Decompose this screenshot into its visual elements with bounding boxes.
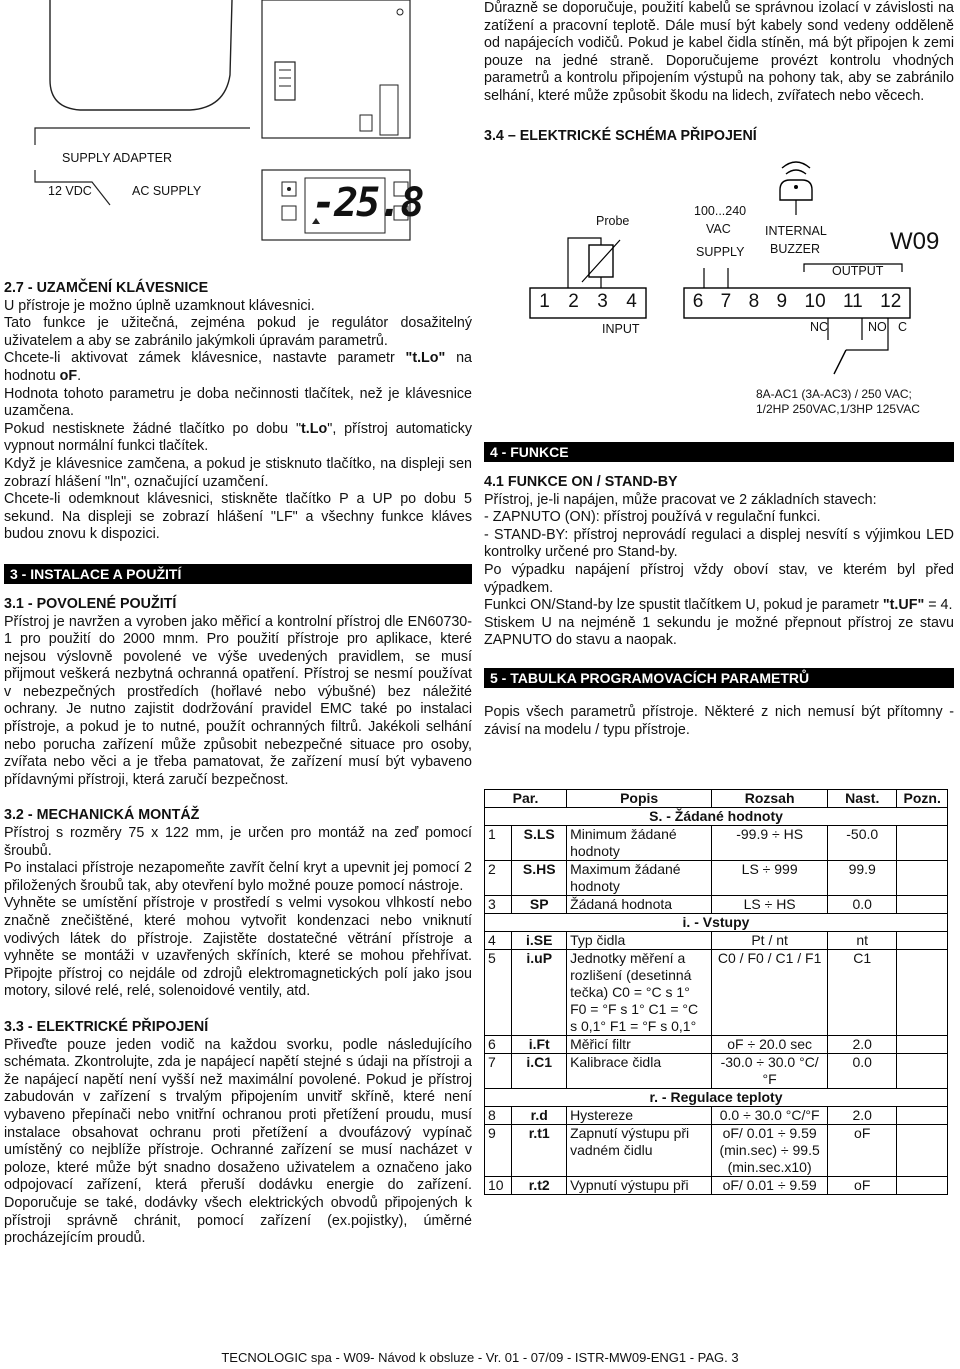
- buzzer-label: BUZZER: [770, 242, 820, 256]
- param-range: C0 / F0 / C1 / F1: [712, 950, 828, 1036]
- param-number: 1: [485, 826, 512, 861]
- sec-2-7-title: 2.7 - UZAMČENÍ KLÁVESNICE: [4, 280, 209, 296]
- param-range: LS ÷ 999: [712, 861, 828, 896]
- table-header-row: [485, 790, 948, 808]
- param-number: 3: [485, 896, 512, 914]
- sec-2-7-p5: Pokud nestisknete žádné tlačítko po dobu "t.Lo", přístroj automaticky vypnout normální funkci tlačítek.: [4, 420, 472, 455]
- param-default: nt: [828, 932, 897, 950]
- param-note: [897, 1054, 948, 1089]
- terminal-9: 9: [776, 291, 788, 312]
- sec-3-2-title: 3.2 - MECHANICKÁ MONTÁŽ: [4, 807, 200, 824]
- sec-4-1-p6: Stiskem U na nejméně 1 sekundu je možné přepnout přístroj ze stavu ZAPNUTO do stavu a naopak.: [484, 614, 954, 649]
- param-note: [897, 1036, 948, 1054]
- param-code: S.HS: [512, 861, 567, 896]
- terminal-10: 10: [804, 291, 826, 312]
- table-row: [485, 1036, 948, 1054]
- param-description: Zapnutí výstupu při vadném čidlu: [567, 1125, 712, 1177]
- sec-2-7-p3: Chcete-li aktivovat zámek klávesnice, nastavte parametr "t.Lo" na hodnotu oF.: [4, 350, 472, 384]
- th-nast: Nast.: [828, 790, 897, 808]
- internal-label: INTERNAL: [765, 224, 827, 238]
- right-column-bottom: [484, 442, 954, 739]
- sec-2-7-p1: U přístroje je možno úplně uzamknout klávesnici.: [4, 297, 315, 314]
- param-code: i.SE: [512, 932, 567, 950]
- table-row: [485, 826, 948, 861]
- sec-5-intro: Popis všech parametrů přístroje. Některé z nich nemusí být přítomny - závisí na modelu / typu přístroje.: [484, 703, 954, 738]
- param-description: Žádaná hodnota: [567, 896, 712, 914]
- param-range: LS ÷ HS: [712, 896, 828, 914]
- param-note: [897, 861, 948, 896]
- supply-label: SUPPLY: [696, 245, 745, 259]
- param-number: 5: [485, 950, 512, 1036]
- param-default: 0.0: [828, 896, 897, 914]
- c-label: C: [898, 320, 908, 334]
- param-default: -50.0: [828, 826, 897, 861]
- param-description: Minimum žádané hodnoty: [567, 826, 712, 861]
- table-row: [485, 950, 948, 1036]
- param-default: oF: [828, 1125, 897, 1177]
- page-footer: TECNOLOGIC spa - W09- Návod k obsluze - Vr. 01 - 07/09 - ISTR-MW09-ENG1 - PAG. 3: [221, 1350, 739, 1365]
- param-number: 10: [485, 1177, 512, 1195]
- sec-3-3-title: 3.3 - ELEKTRICKÉ PŘIPOJENÍ: [4, 1018, 209, 1035]
- sec-4-1-p1: Přístroj, je-li napájen, může pracovat ve 2 základních stavech:: [484, 491, 877, 508]
- param-number: 6: [485, 1036, 512, 1054]
- param-code: i.uP: [512, 950, 567, 1036]
- table-section-title: S. - Žádané hodnoty: [485, 808, 948, 826]
- table-row: [485, 1054, 948, 1089]
- sec-3-2-p2: Po instalaci přístroje nezapomeňte zavřít čelní kryt a upevnit jej pomocí 2 přiložených šroubů tak, aby otevření bylo možné pouze pomocí nástroje.: [4, 860, 472, 894]
- param-range: -99.9 ÷ HS: [712, 826, 828, 861]
- sec-3-1-text: Přístroj je navržen a vyroben jako měřicí a kontrolní přístroj dle EN60730-1 pro použití do 2000 mnm. Pro použití přístroje pro aplikace, které nejsou výslovně povolené ve výše uvedených pravidlem, se musí přijmout veškerá nezbytná ochranná opatření. Přístroj se nesmí používat v nebezpečných prostředích (hořlavé nebo výbušné) bez náležité ochrany. Je nutno zajistit dodržování pravidel EMC také po instalaci přístroje, a pokud je to nutné, použít ochranných filtrů. Jakékoli selhání nebo porucha zařízení může způsobit nebezpečné situace pro osoby, zvířata nebo věci a je třeba pamatovat, že zařízení musí být vybaveno přídavnými přístroji, která zaručí bezpečnost.: [4, 613, 472, 788]
- terminal-3: 3: [597, 291, 608, 312]
- param-number: 9: [485, 1125, 512, 1177]
- terminal-6: 6: [692, 291, 704, 312]
- sec-3-1-title: 3.1 - POVOLENÉ POUŽITÍ: [4, 595, 177, 612]
- supply-adapter-label: SUPPLY ADAPTER: [62, 151, 172, 165]
- sec-4-1-p3: - STAND-BY: přístroj neprovádí regulaci a displej nesvítí s výjimkou LED kontrolky určené pro Stand-by.: [484, 526, 954, 561]
- section-bar-4: 4 - FUNKCE: [484, 442, 954, 462]
- table-row: [485, 1125, 948, 1177]
- table-section-row: [485, 1089, 948, 1107]
- param-code: r.t2: [512, 1177, 567, 1195]
- param-note: [897, 1177, 948, 1195]
- no-label: NO: [868, 320, 887, 334]
- terminal-1: 1: [539, 291, 550, 312]
- table-section-row: [485, 808, 948, 826]
- param-note: [897, 826, 948, 861]
- input-label: INPUT: [602, 322, 640, 336]
- param-default: oF: [828, 1177, 897, 1195]
- table-section-title: i. - Vstupy: [485, 914, 948, 932]
- terminal-11: 11: [843, 291, 863, 312]
- param-note: [897, 950, 948, 1036]
- sec-3-4-title: 3.4 – ELEKTRICKÉ SCHÉMA PŘIPOJENÍ: [484, 127, 757, 144]
- param-range: -30.0 ÷ 30.0 °C/°F: [712, 1054, 828, 1089]
- supply-voltage-label: 100...240: [694, 204, 747, 218]
- param-default: 0.0: [828, 1054, 897, 1089]
- sec-2-7-p4: Hodnota tohoto parametru je doba nečinnosti tlačítek, než je klávesnice uzamčena.: [4, 385, 472, 420]
- table-row: [485, 896, 948, 914]
- param-range: oF/ 0.01 ÷ 9.59: [712, 1177, 828, 1195]
- rating-line-2: 1/2HP 250VAC,1/3HP 125VAC: [756, 402, 920, 416]
- param-note: [897, 896, 948, 914]
- param-code: r.d: [512, 1107, 567, 1125]
- terminal-7: 7: [720, 291, 732, 312]
- param-range: oF ÷ 20.0 sec: [712, 1036, 828, 1054]
- param-default: C1: [828, 950, 897, 1036]
- wiring-notice: Důrazně se doporučuje, použití kabelů se správnou izolací v závislosti na zatížení a pracovní teplotě. Dále musí být kabely sond vedeny odděleně od napájecích vodičů. Pokud je kabel čidla stíněn, má být připojen k zemi pouze na jedné straně. Doporučujeme provézt kontrolu vhodných parametrů a kontrolu připojením výstupů na pohony tak, aby se zabránilo selhání, které může způsobit škodu na lidech, zvířatech nebo věcech.: [484, 0, 954, 104]
- terminal-4: 4: [626, 291, 637, 312]
- table-section-title: r. - Regulace teploty: [485, 1089, 948, 1107]
- param-range: oF/ 0.01 ÷ 9.59 (min.sec) ÷ 99.5 (min.sec.x10): [712, 1125, 828, 1177]
- param-code: i.Ft: [512, 1036, 567, 1054]
- param-description: Kalibrace čidla: [567, 1054, 712, 1089]
- left-column: [4, 280, 472, 1248]
- table-row: [485, 932, 948, 950]
- th-pozn: Pozn.: [897, 790, 948, 808]
- param-code: SP: [512, 896, 567, 914]
- param-code: r.t1: [512, 1125, 567, 1177]
- parameter-table-wrap: [484, 789, 948, 1195]
- param-code: S.LS: [512, 826, 567, 861]
- param-range: 0.0 ÷ 30.0 °C/°F: [712, 1107, 828, 1125]
- param-description: Maximum žádané hodnoty: [567, 861, 712, 896]
- sec-4-1-p4: Po výpadku napájení přístroj vždy oboví stav, ve kterém byl před výpadkem.: [484, 561, 954, 596]
- rating-line-1: 8A-AC1 (3A-AC3) / 250 VAC;: [756, 387, 912, 401]
- param-default: 2.0: [828, 1036, 897, 1054]
- param-number: 2: [485, 861, 512, 896]
- param-description: Hystereze: [567, 1107, 712, 1125]
- param-note: [897, 932, 948, 950]
- vac-label: VAC: [706, 222, 731, 236]
- probe-label: Probe: [596, 214, 630, 228]
- param-number: 7: [485, 1054, 512, 1089]
- param-description: Jednotky měření a rozlišení (desetinná tečka) C0 = °C s 1° F0 = °F s 1° C1 = °C s 0,1° F1 = °F s 0,1°: [567, 950, 712, 1036]
- section-bar-3: 3 - INSTALACE A POUŽITÍ: [4, 564, 472, 584]
- output-label: OUTPUT: [832, 264, 884, 278]
- th-popis: Popis: [567, 790, 712, 808]
- terminal-2: 2: [568, 291, 579, 312]
- sec-2-7-p6: Když je klávesnice zamčena, a pokud je stisknuto tlačítko, na displeji sen zobrazí hlášení "ln", označující uzamčení.: [4, 455, 472, 490]
- table-section-row: [485, 914, 948, 932]
- input-terminals: [530, 291, 646, 313]
- output-terminals: [684, 291, 910, 313]
- param-description: Měřicí filtr: [567, 1036, 712, 1054]
- right-column-top: [484, 0, 954, 145]
- sec-2-7-p7: Chcete-li odemknout klávesnici, stiskněte tlačítko P a UP po dobu 5 sekund. Na displeji se zobrazí hlášení "LF" a všechny funkce kláves budou znovu k dispozici.: [4, 491, 472, 543]
- param-default: 99.9: [828, 861, 897, 896]
- model-label: W09: [890, 228, 940, 255]
- param-note: [897, 1107, 948, 1125]
- wiring-diagram: [484, 160, 954, 430]
- terminal-8: 8: [748, 291, 760, 312]
- sec-3-2-p1: Přístroj s rozměry 75 x 122 mm, je určen pro montáž na zeď pomocí šroubů.: [4, 825, 472, 859]
- th-rozsah: Rozsah: [712, 790, 828, 808]
- sec-4-1-p5: Funkci ON/Stand-by lze spustit tlačítkem U, pokud je parametr "t.UF" = 4.: [484, 597, 953, 614]
- th-par: Par.: [485, 790, 567, 808]
- sec-3-3-text: Přiveďte pouze jeden vodič na každou svorku, podle následujícího schémata. Zkontrolujte, zda je napájecí napětí stejné s údaji na přístroji a že napájecí napětí není vyšší než maximální povolené. Pokud je přístroj zabudován v zařízení s trvalým připojením unvitř skříně, které není vybaveno přepínači nebo vnitřní ochranou proti přetížení proudu, musí instalace obsahovat ochranu proti přetížení a dvoufázový vypínač umístěný co nejblíže přístroje. Ochranné zařízení se musí nacházet v poloze, které může být snadno dosaženo uživatelem a označeno jako odpojovací zařízení, která přeruší dodávku energie do zařízení. Doporučuje se také, dodávky všech elektrických obvodů připojených k přístroji správně chránit, pomocí zařízení (ex.pojistky), úměrné procházejícím proudů.: [4, 1036, 472, 1247]
- sec-4-1-title: 4.1 FUNKCE ON / STAND-BY: [484, 474, 678, 490]
- sec-4-1-p2: - ZAPNUTO (ON): přístroj používá v regulační funkci.: [484, 509, 821, 526]
- nc-label: NC: [810, 320, 829, 334]
- display-readout: -25.8: [312, 180, 423, 226]
- param-number: 8: [485, 1107, 512, 1125]
- param-default: 2.0: [828, 1107, 897, 1125]
- terminal-12: 12: [880, 291, 902, 312]
- vdc-label: 12 VDC: [48, 184, 92, 198]
- parameter-table: [484, 789, 948, 1195]
- sec-3-2-p3: Vyhněte se umístění přístroje v prostředí s velmi vysokou vlhkostí nebo značně znečištěné, které mohou vytvořit kondenzaci nebo vniknutí vodivých látek do přístroje. Zajistěte dostatečné větrání přístroje a vyhněte se montáži v uzavřených skříních, které se mohou přehřívat. Připojte přístroj co nejdále od zdrojů elektromagnetických polí jako jsou motory, silové relé, relé, solenoidové ventily, atd.: [4, 895, 472, 1000]
- section-bar-5: 5 - TABULKA PROGRAMOVACÍCH PARAMETRŮ: [484, 668, 954, 688]
- param-note: [897, 1125, 948, 1177]
- param-range: Pt / nt: [712, 932, 828, 950]
- table-row: [485, 1107, 948, 1125]
- ac-supply-label: AC SUPPLY: [132, 184, 202, 198]
- param-description: Typ čidla: [567, 932, 712, 950]
- table-row: [485, 1177, 948, 1195]
- device-diagram: [0, 0, 470, 270]
- param-description: Vypnutí výstupu při: [567, 1177, 712, 1195]
- device-drawing: [0, 0, 470, 270]
- table-row: [485, 861, 948, 896]
- param-number: 4: [485, 932, 512, 950]
- param-code: i.C1: [512, 1054, 567, 1089]
- sec-2-7-p2: Tato funkce je užitečná, zejména pokud je regulátor dosažitelný uživatelem a aby se zabránilo jakýmkoli úpravám parametrů.: [4, 315, 472, 349]
